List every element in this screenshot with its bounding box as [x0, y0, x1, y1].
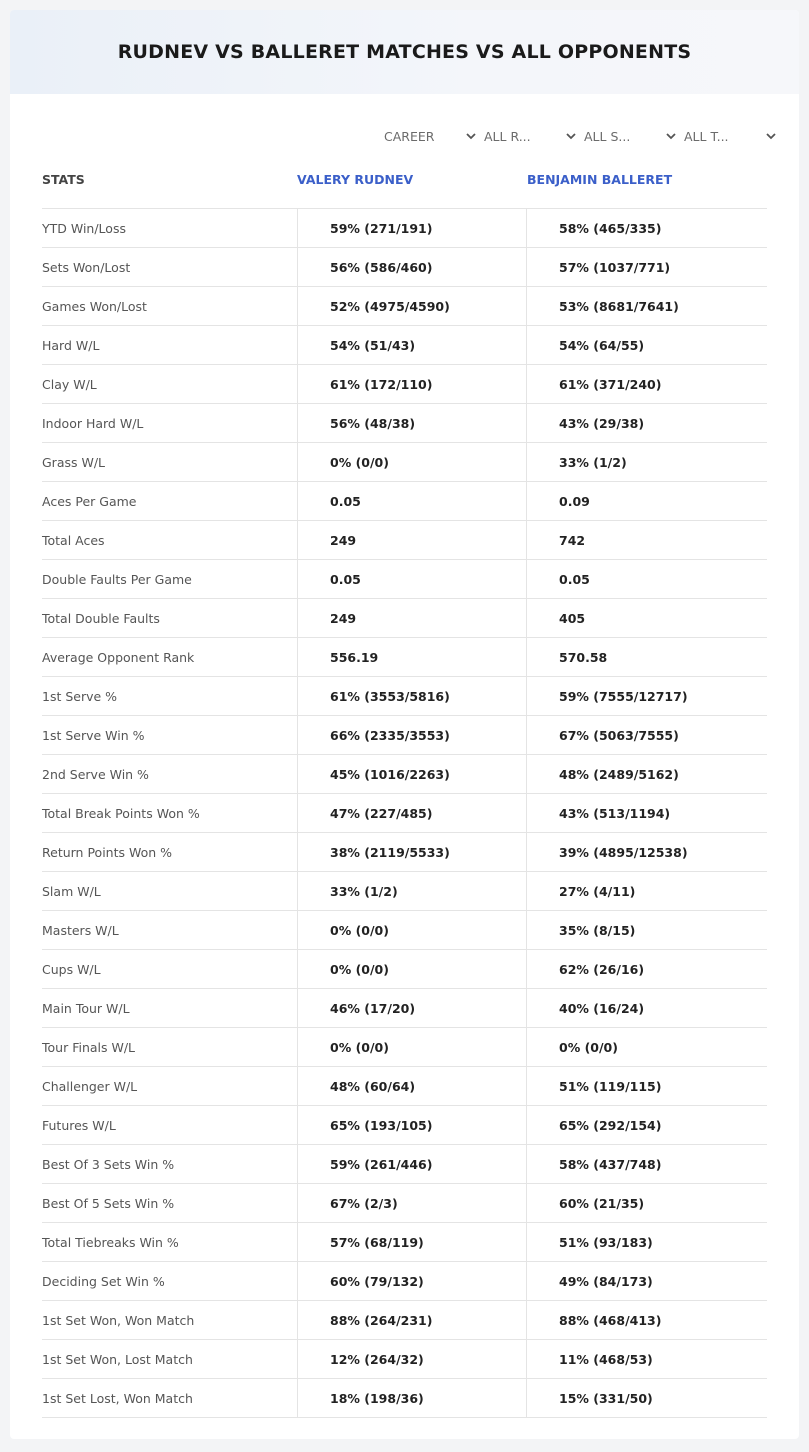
table-row	[42, 1106, 767, 1145]
surface-filter-select[interactable]	[580, 126, 680, 146]
column-divider	[297, 716, 298, 755]
player1-stat-value: 54% (51/43)	[330, 338, 416, 353]
player1-stat-value: 61% (172/110)	[330, 377, 433, 392]
table-row	[42, 404, 767, 443]
column-divider	[297, 1145, 298, 1184]
column-divider	[526, 638, 527, 677]
player2-stat-value: 67% (5063/7555)	[559, 728, 679, 743]
stat-label: Games Won/Lost	[42, 299, 147, 314]
table-row	[42, 911, 767, 950]
player2-stat-value: 58% (465/335)	[559, 221, 662, 236]
column-divider	[526, 521, 527, 560]
table-row	[42, 599, 767, 638]
column-divider	[297, 1184, 298, 1223]
player1-stat-value: 249	[330, 533, 357, 548]
card-header	[10, 10, 799, 94]
table-row	[42, 1223, 767, 1262]
player2-stat-value: 0.09	[559, 494, 590, 509]
column-divider	[297, 872, 298, 911]
column-divider	[297, 1028, 298, 1067]
column-divider	[526, 1379, 527, 1418]
player1-stat-value: 249	[330, 611, 357, 626]
filter-value: ALL R...	[484, 128, 531, 144]
filter-value: ALL T...	[684, 128, 729, 144]
stat-label: Total Tiebreaks Win %	[42, 1235, 179, 1250]
stat-label: 1st Set Won, Lost Match	[42, 1352, 193, 1367]
column-divider	[526, 209, 527, 248]
column-divider	[297, 209, 298, 248]
player1-stat-value: 59% (271/191)	[330, 221, 433, 236]
player2-stat-value: 65% (292/154)	[559, 1118, 662, 1133]
player2-stat-value: 0.05	[559, 572, 590, 587]
column-divider	[526, 404, 527, 443]
column-divider	[297, 1301, 298, 1340]
player1-stat-value: 61% (3553/5816)	[330, 689, 450, 704]
player1-stat-value: 556.19	[330, 650, 379, 665]
player2-stat-value: 61% (371/240)	[559, 377, 662, 392]
column-divider	[297, 950, 298, 989]
stat-label: Tour Finals W/L	[42, 1040, 136, 1055]
column-divider	[297, 521, 298, 560]
table-row	[42, 287, 767, 326]
chevron-down-icon	[766, 133, 776, 140]
column-header-player2-link[interactable]: BENJAMIN BALLERET	[527, 172, 673, 187]
table-row	[42, 638, 767, 677]
column-divider	[297, 482, 298, 521]
player2-stat-value: 11% (468/53)	[559, 1352, 653, 1367]
chevron-down-icon	[466, 133, 476, 140]
column-divider	[297, 638, 298, 677]
column-divider	[526, 716, 527, 755]
player1-stat-value: 47% (227/485)	[330, 806, 433, 821]
column-divider	[297, 989, 298, 1028]
chevron-down-icon	[566, 133, 576, 140]
player1-stat-value: 48% (60/64)	[330, 1079, 416, 1094]
column-divider	[297, 599, 298, 638]
column-divider	[297, 833, 298, 872]
player2-stat-value: 43% (513/1194)	[559, 806, 671, 821]
player2-stat-value: 570.58	[559, 650, 608, 665]
column-divider	[526, 950, 527, 989]
column-divider	[526, 560, 527, 599]
column-divider	[526, 248, 527, 287]
player1-stat-value: 38% (2119/5533)	[330, 845, 450, 860]
column-divider	[526, 794, 527, 833]
stat-label: Double Faults Per Game	[42, 572, 192, 587]
column-divider	[526, 365, 527, 404]
player2-stat-value: 0% (0/0)	[559, 1040, 618, 1055]
column-divider	[526, 1067, 527, 1106]
column-divider	[526, 872, 527, 911]
player2-stat-value: 15% (331/50)	[559, 1391, 653, 1406]
player1-stat-value: 60% (79/132)	[330, 1274, 424, 1289]
table-row	[42, 1067, 767, 1106]
player2-stat-value: 60% (21/35)	[559, 1196, 645, 1211]
stat-label: Cups W/L	[42, 962, 101, 977]
column-divider	[297, 1379, 298, 1418]
player2-stat-value: 39% (4895/12538)	[559, 845, 688, 860]
player2-stat-value: 57% (1037/771)	[559, 260, 671, 275]
filter-value: CAREER	[384, 128, 435, 144]
player1-stat-value: 0% (0/0)	[330, 923, 389, 938]
player1-stat-value: 33% (1/2)	[330, 884, 398, 899]
player1-stat-value: 0.05	[330, 572, 361, 587]
stat-label: 1st Set Lost, Won Match	[42, 1391, 193, 1406]
table-row	[42, 326, 767, 365]
stat-label: Best Of 3 Sets Win %	[42, 1157, 175, 1172]
player2-stat-value: 33% (1/2)	[559, 455, 627, 470]
player2-stat-value: 48% (2489/5162)	[559, 767, 679, 782]
stat-label: 1st Serve Win %	[42, 728, 145, 743]
stat-label: Hard W/L	[42, 338, 100, 353]
player1-stat-value: 57% (68/119)	[330, 1235, 424, 1250]
player2-stat-value: 43% (29/38)	[559, 416, 645, 431]
table-row	[42, 755, 767, 794]
column-divider	[526, 326, 527, 365]
player2-stat-value: 54% (64/55)	[559, 338, 645, 353]
column-divider	[526, 677, 527, 716]
column-divider	[526, 1028, 527, 1067]
round-filter-select[interactable]	[480, 126, 580, 146]
player1-stat-value: 59% (261/446)	[330, 1157, 433, 1172]
table-row	[42, 560, 767, 599]
column-divider	[526, 989, 527, 1028]
column-divider	[297, 326, 298, 365]
stats-card	[10, 10, 799, 1439]
player2-stat-value: 35% (8/15)	[559, 923, 636, 938]
table-row	[42, 1184, 767, 1223]
player2-stat-value: 49% (84/173)	[559, 1274, 653, 1289]
table-row	[42, 1145, 767, 1184]
stat-label: Total Double Faults	[42, 611, 160, 626]
player1-stat-value: 56% (586/460)	[330, 260, 433, 275]
player1-stat-value: 0.05	[330, 494, 361, 509]
column-divider	[526, 1145, 527, 1184]
column-divider	[526, 599, 527, 638]
filter-bar	[380, 126, 780, 146]
stat-label: 2nd Serve Win %	[42, 767, 149, 782]
player1-stat-value: 0% (0/0)	[330, 1040, 389, 1055]
column-divider	[526, 833, 527, 872]
tournament-filter-select[interactable]	[680, 126, 780, 146]
stat-label: 1st Set Won, Won Match	[42, 1313, 195, 1328]
column-divider	[526, 1184, 527, 1223]
table-row	[42, 365, 767, 404]
page-title: RUDNEV VS BALLERET MATCHES VS ALL OPPONENTS	[117, 41, 692, 63]
stat-label: Futures W/L	[42, 1118, 116, 1133]
column-divider	[297, 794, 298, 833]
table-row	[42, 1379, 767, 1418]
stat-label: Total Break Points Won %	[42, 806, 200, 821]
player1-stat-value: 0% (0/0)	[330, 962, 389, 977]
player1-stat-value: 56% (48/38)	[330, 416, 416, 431]
player1-stat-value: 67% (2/3)	[330, 1196, 398, 1211]
player2-stat-value: 88% (468/413)	[559, 1313, 662, 1328]
column-divider	[297, 248, 298, 287]
player2-stat-value: 742	[559, 533, 586, 548]
column-divider	[297, 365, 298, 404]
player1-stat-value: 52% (4975/4590)	[330, 299, 450, 314]
table-row	[42, 677, 767, 716]
player2-stat-value: 62% (26/16)	[559, 962, 645, 977]
table-row	[42, 209, 767, 248]
player1-stat-value: 45% (1016/2263)	[330, 767, 450, 782]
column-divider	[297, 1106, 298, 1145]
stat-label: Best Of 5 Sets Win %	[42, 1196, 175, 1211]
stat-label: Average Opponent Rank	[42, 650, 195, 665]
player2-stat-value: 51% (119/115)	[559, 1079, 662, 1094]
player1-stat-value: 88% (264/231)	[330, 1313, 433, 1328]
column-divider	[297, 1262, 298, 1301]
chevron-down-icon	[666, 133, 676, 140]
column-divider	[526, 482, 527, 521]
stat-label: Total Aces	[42, 533, 105, 548]
column-divider	[526, 1262, 527, 1301]
column-divider	[297, 911, 298, 950]
player2-stat-value: 27% (4/11)	[559, 884, 636, 899]
column-divider	[297, 404, 298, 443]
column-divider	[297, 1067, 298, 1106]
stat-label: Main Tour W/L	[42, 1001, 130, 1016]
period-filter-select[interactable]	[380, 126, 480, 146]
table-row	[42, 794, 767, 833]
player1-stat-value: 65% (193/105)	[330, 1118, 433, 1133]
column-header-stats: STATS	[42, 172, 85, 187]
column-divider	[297, 677, 298, 716]
column-divider	[297, 443, 298, 482]
stat-label: Sets Won/Lost	[42, 260, 131, 275]
player2-stat-value: 40% (16/24)	[559, 1001, 645, 1016]
column-divider	[526, 1106, 527, 1145]
table-row	[42, 443, 767, 482]
stat-label: Masters W/L	[42, 923, 119, 938]
player2-stat-value: 405	[559, 611, 586, 626]
player1-stat-value: 46% (17/20)	[330, 1001, 416, 1016]
table-row	[42, 1028, 767, 1067]
table-row	[42, 1262, 767, 1301]
stat-label: Return Points Won %	[42, 845, 173, 860]
stat-label: Challenger W/L	[42, 1079, 138, 1094]
table-row	[42, 521, 767, 560]
table-row	[42, 1301, 767, 1340]
column-divider	[526, 1223, 527, 1262]
stat-label: Slam W/L	[42, 884, 101, 899]
table-row	[42, 989, 767, 1028]
player2-stat-value: 51% (93/183)	[559, 1235, 653, 1250]
stat-label: Indoor Hard W/L	[42, 416, 144, 431]
player1-stat-value: 0% (0/0)	[330, 455, 389, 470]
stat-label: Clay W/L	[42, 377, 97, 392]
player2-stat-value: 59% (7555/12717)	[559, 689, 688, 704]
column-divider	[526, 1301, 527, 1340]
table-row	[42, 1340, 767, 1379]
table-row	[42, 833, 767, 872]
stat-label: Deciding Set Win %	[42, 1274, 165, 1289]
player1-stat-value: 66% (2335/3553)	[330, 728, 450, 743]
stat-label: 1st Serve %	[42, 689, 118, 704]
stat-label: Aces Per Game	[42, 494, 137, 509]
filter-value: ALL S...	[584, 128, 631, 144]
player1-stat-value: 12% (264/32)	[330, 1352, 424, 1367]
column-divider	[526, 287, 527, 326]
column-header-player1-link[interactable]: VALERY RUDNEV	[297, 172, 414, 187]
column-divider	[297, 287, 298, 326]
column-divider	[297, 1340, 298, 1379]
player2-stat-value: 58% (437/748)	[559, 1157, 662, 1172]
table-row	[42, 482, 767, 521]
stat-label: YTD Win/Loss	[42, 221, 126, 236]
table-row	[42, 248, 767, 287]
stat-label: Grass W/L	[42, 455, 106, 470]
stats-table-body	[42, 209, 767, 1418]
column-divider	[297, 755, 298, 794]
player2-stat-value: 53% (8681/7641)	[559, 299, 679, 314]
column-divider	[526, 755, 527, 794]
player1-stat-value: 18% (198/36)	[330, 1391, 424, 1406]
table-row	[42, 950, 767, 989]
column-divider	[297, 560, 298, 599]
column-divider	[526, 911, 527, 950]
table-header	[42, 170, 767, 209]
table-row	[42, 716, 767, 755]
table-row	[42, 872, 767, 911]
column-divider	[297, 1223, 298, 1262]
column-divider	[526, 1340, 527, 1379]
column-divider	[526, 443, 527, 482]
